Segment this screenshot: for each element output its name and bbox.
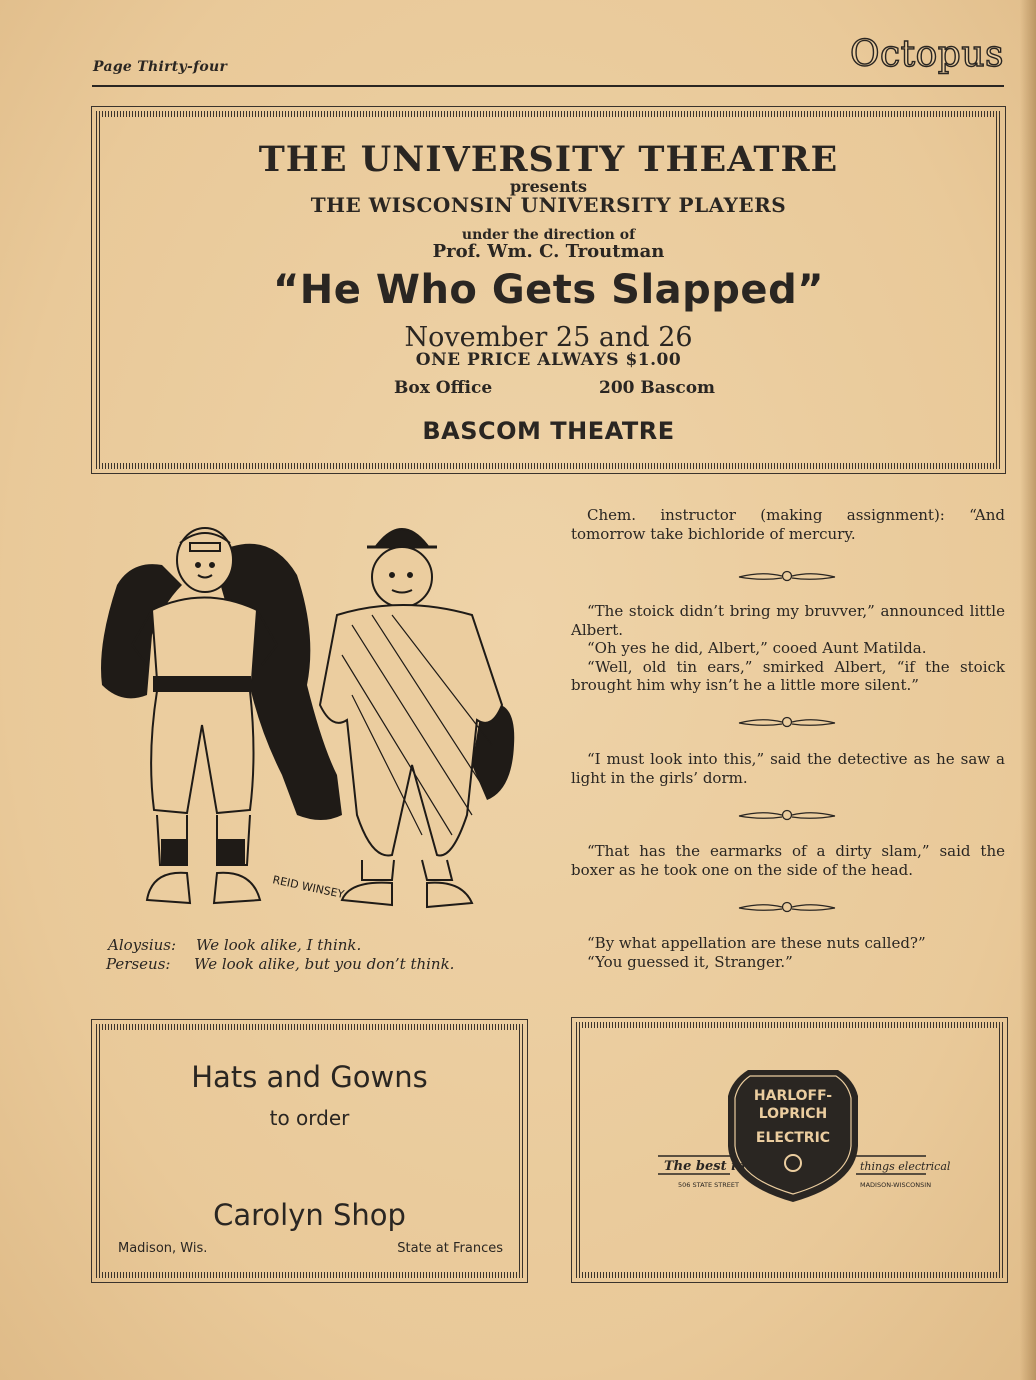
- ticket-price: ONE PRICE ALWAYS $1.00: [415, 350, 682, 370]
- caption-aloysius: [108, 936, 361, 954]
- to-order-text: to order: [269, 1106, 350, 1130]
- signature-text: REID WINSEY: [271, 873, 346, 902]
- page-label: Page Thirty-four: [93, 59, 228, 75]
- ornament-divider: [737, 808, 837, 822]
- logo-name-line-2: LOPRICH: [758, 1106, 828, 1122]
- page-edge-shadow: [1020, 0, 1036, 1380]
- carolyn-ad-border: [96, 1024, 523, 1278]
- logo-name-line-1: HARLOFF-: [753, 1088, 833, 1104]
- artist-signature: [271, 873, 345, 901]
- caption-line: We look alike, but you don’t think.: [194, 955, 455, 973]
- theatre-advertisement: [91, 106, 1006, 474]
- caption-perseus: [106, 955, 454, 973]
- shop-location: State at Frances: [397, 1241, 503, 1256]
- ornament-divider: [737, 715, 837, 729]
- ornament-divider: [737, 569, 837, 583]
- dandy-figure: [320, 529, 502, 907]
- joke-4: [571, 842, 1005, 879]
- joke-line: “Oh yes he did, Albert,” cooed Aunt Matilda.: [587, 639, 927, 657]
- joke-line: “I must look into this,” said the detective as he saw a light in the girls’ dorm.: [571, 750, 1005, 787]
- city-address: MADISON-WISCONSIN: [860, 1181, 932, 1189]
- joke-5: [571, 934, 1005, 971]
- theatre-title: THE UNIVERSITY THEATRE: [258, 139, 839, 180]
- tagline-left: The best in: [664, 1159, 746, 1174]
- performance-dates: November 25 and 26: [404, 322, 693, 353]
- theatre-ad-border: [96, 111, 1001, 469]
- joke-line: “By what appellation are these nuts called?”: [587, 934, 926, 952]
- joke-line: “That has the earmarks of a dirty slam,” said the boxer as he took one on the side of the head.: [571, 842, 1005, 879]
- ornament-divider: [737, 900, 837, 914]
- caption-speaker: Aloysius:: [108, 936, 177, 954]
- electric-logo-emblem: [658, 1066, 951, 1206]
- joke-line: “The stoick didn’t bring my bruvver,” announced little Albert.: [571, 602, 1005, 639]
- header-rule: [92, 85, 1004, 87]
- joke-line: Chem. instructor (making assignment): “And tomorrow take bichloride of mercury.: [571, 506, 1005, 543]
- cartoon-illustration: [92, 515, 522, 920]
- caption-line: We look alike, I think.: [196, 936, 362, 954]
- electric-ad-border: [576, 1022, 1003, 1278]
- presents-text: presents: [509, 177, 587, 196]
- logo-name-line-3: ELECTRIC: [755, 1130, 831, 1146]
- box-office-label: Box Office: [394, 378, 493, 398]
- carolyn-shop-advertisement: [91, 1019, 528, 1283]
- players-name: THE WISCONSIN UNIVERSITY PLAYERS: [310, 193, 787, 217]
- tagline-right: things electrical: [860, 1160, 951, 1173]
- joke-3: [571, 750, 1005, 787]
- magazine-title: Octopus: [849, 34, 1004, 75]
- joke-line: “Well, old tin ears,” smirked Albert, “if the stoick brought him why isn’t he a little more silent.”: [571, 657, 1005, 694]
- play-title: “He Who Gets Slapped”: [273, 267, 824, 313]
- joke-1: [571, 506, 1005, 543]
- venue-name: BASCOM THEATRE: [422, 417, 675, 445]
- joke-2: [571, 602, 1005, 695]
- direction-text: under the direction of: [461, 227, 636, 243]
- shop-name: Carolyn Shop: [213, 1198, 406, 1232]
- joke-line: “You guessed it, Stranger.”: [587, 952, 793, 971]
- shop-city: Madison, Wis.: [118, 1241, 208, 1256]
- caption-speaker: Perseus:: [106, 955, 171, 973]
- box-office-location: 200 Bascom: [599, 378, 716, 398]
- street-address: 506 STATE STREET: [678, 1181, 739, 1189]
- hats-gowns-heading: Hats and Gowns: [191, 1060, 428, 1094]
- director-name: Prof. Wm. C. Troutman: [432, 241, 665, 262]
- electric-advertisement: [571, 1017, 1008, 1283]
